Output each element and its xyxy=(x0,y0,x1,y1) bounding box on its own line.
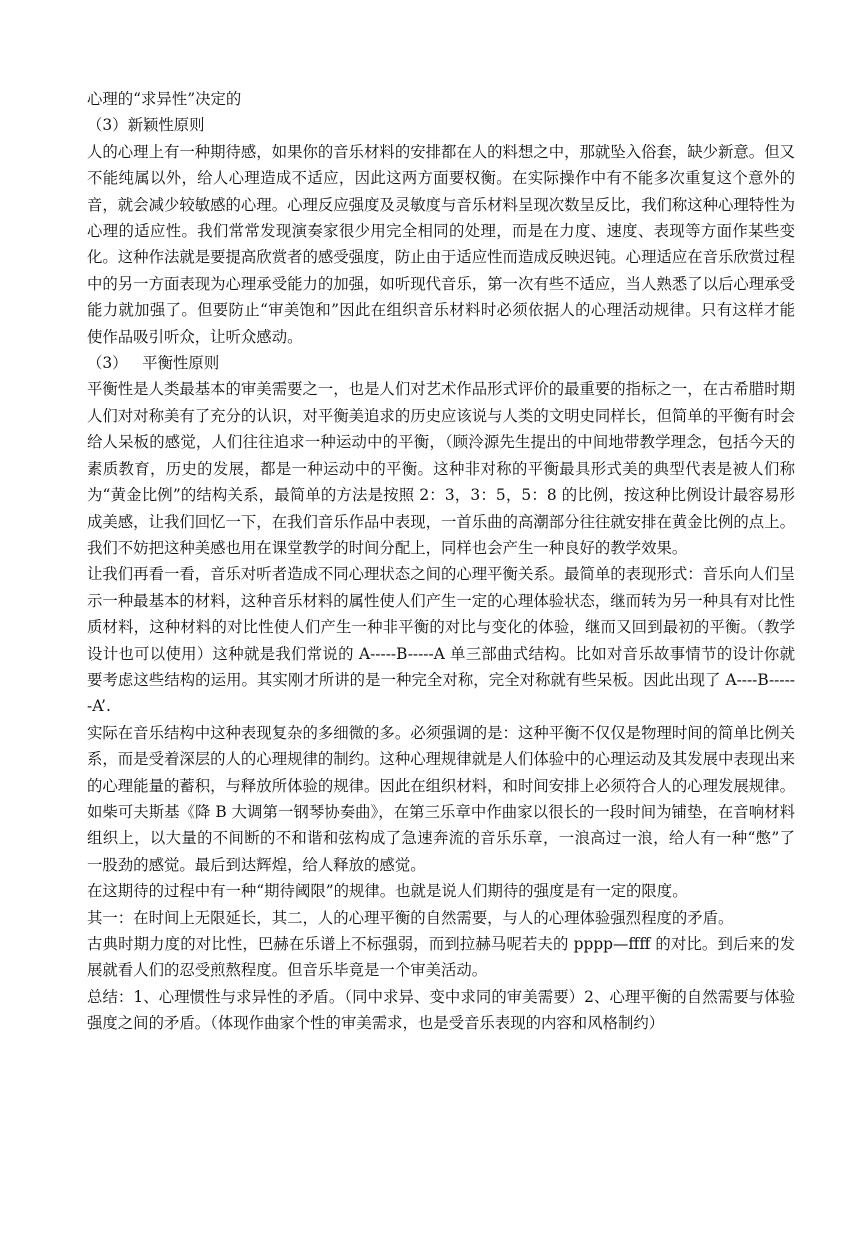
section-heading-novelty: （3）新颖性原则 xyxy=(87,116,205,135)
paragraph-contradictions: 其一：在时间上无限延长，其二，人的心理平衡的自然需要，与人的心理体验强烈程度的矛盾。 xyxy=(87,908,734,927)
paragraph-novelty-principle: 人的心理上有一种期待感，如果你的音乐材料的安排都在人的料想之中，那就坠入俗套，缺少新意。但又不能纯属以外，给人心理造成不适应，因此这两方面要权衡。在实际操作中有不能多次重复这个意外的音，就会减少较敏感的心理。心理反应强度及灵敏度与音乐材料呈现次数呈反比，我们称这种心理特性为心理的适应性。我们常常发现演奏家很少用完全相同的处理，而是在力度、速度、表现等方面作某些变化。这种作法就是要提高欣赏者的感受强度，防止由于适应性而造成反映迟钝。心理适应在音乐欣赏过程中的另一方面表现为心理承受能力的加强，如听现代音乐，第一次有些不适应，当人熟悉了以后心理承受能力就加强了。但要防止“审美饱和”因此在组织音乐材料时必须依据人的心理活动规律。只有这样才能使作品吸引听众，让听众感动。 xyxy=(87,142,795,346)
paragraph-summary: 总结：1、心理惯性与求异性的矛盾。（同中求异、变中求同的审美需要）2、心理平衡的自然需要与体验强度之间的矛盾。（体现作曲家个性的审美需求，也是受音乐表现的内容和风格制约） xyxy=(87,987,795,1033)
paragraph-expectation-threshold: 在这期待的过程中有一种“期待阈限”的规律。也就是说人们期待的强度是有一定的限度。 xyxy=(87,882,688,901)
section-heading-balance: （3） 平衡性原则 xyxy=(87,354,220,373)
document-page xyxy=(87,86,795,1037)
paragraph-balance-principle: 平衡性是人类最基本的审美需要之一，也是人们对艺术作品形式评价的最重要的指标之一，在古希腊时期人们对对称美有了充分的认识，对平衡美追求的历史应该说与人类的文明史同样长，但简单的平衡有时会给人呆板的感觉，人们往往追求一种运动中的平衡，（顾泠源先生提出的中间地带教学理念，包括今天的素质教育，历史的发展，都是一种运动中的平衡。这种非对称的平衡最具形式美的典型代表是被人们称为“黄金比例”的结构关系，最简单的方法是按照 2：3，3：5，5：8 的比例，按这种比例设计最容易形成美感，让我们回忆一下，在我们音乐作品中表现，一首乐曲的高潮部分往往就安排在黄金比例的点上。我们不妨把这种美感也用在课堂教学的时间分配上，同样也会产生一种良好的教学效果。 xyxy=(87,380,795,557)
paragraph-dynamics-contrast: 古典时期力度的对比性，巴赫在乐谱上不标强弱，而到拉赫马呢若夫的 pppp—ffff 的对比。到后来的发展就看人们的忍受煎熬程度。但音乐毕竟是一个审美活动。 xyxy=(87,935,795,980)
paragraph-psychological-balance: 让我们再看一看，音乐对听者造成不同心理状态之间的心理平衡关系。最简单的表现形式：音乐向人们呈示一种最基本的材料，这种音乐材料的属性使人们产生一定的心理体验状态，继而转为另一种具有对比性质材料，这种材料的对比性使人们产生一种非平衡的对比与变化的体验，继而又回到最初的平衡。（教学设计也可以使用）这种就是我们常说的 A-----B-----A 单三部曲式结构。比如对音乐故事情节的设计你就要考虑这些结构的运用。其实刚才所讲的是一种完全对称，完全对称就有些呆板。因此出现了 A----B------A’. xyxy=(87,565,795,716)
paragraph-intro-fragment: 心理的“求异性”决定的 xyxy=(87,90,242,108)
paragraph-musical-structure: 实际在音乐结构中这种表现复杂的多细微的多。必须强调的是：这种平衡不仅仅是物理时间的简单比例关系，而是受着深层的人的心理规律的制约。这种心理规律就是人们体验中的心理运动及其发展中表现出来的心理能量的蓄积，与释放所体验的规律。因此在组织材料，和时间安排上必须符合人的心理发展规律。如柴可夫斯基《降 B 大调第一钢琴协奏曲》，在第三乐章中作曲家以很长的一段时间为铺垫，在音响材料组织上，以大量的不间断的不和谐和弦构成了急速奔流的音乐乐章，一浪高过一浪，给人有一种“憋”了一股劲的感觉。最后到达辉煌，给人释放的感觉。 xyxy=(87,723,795,874)
